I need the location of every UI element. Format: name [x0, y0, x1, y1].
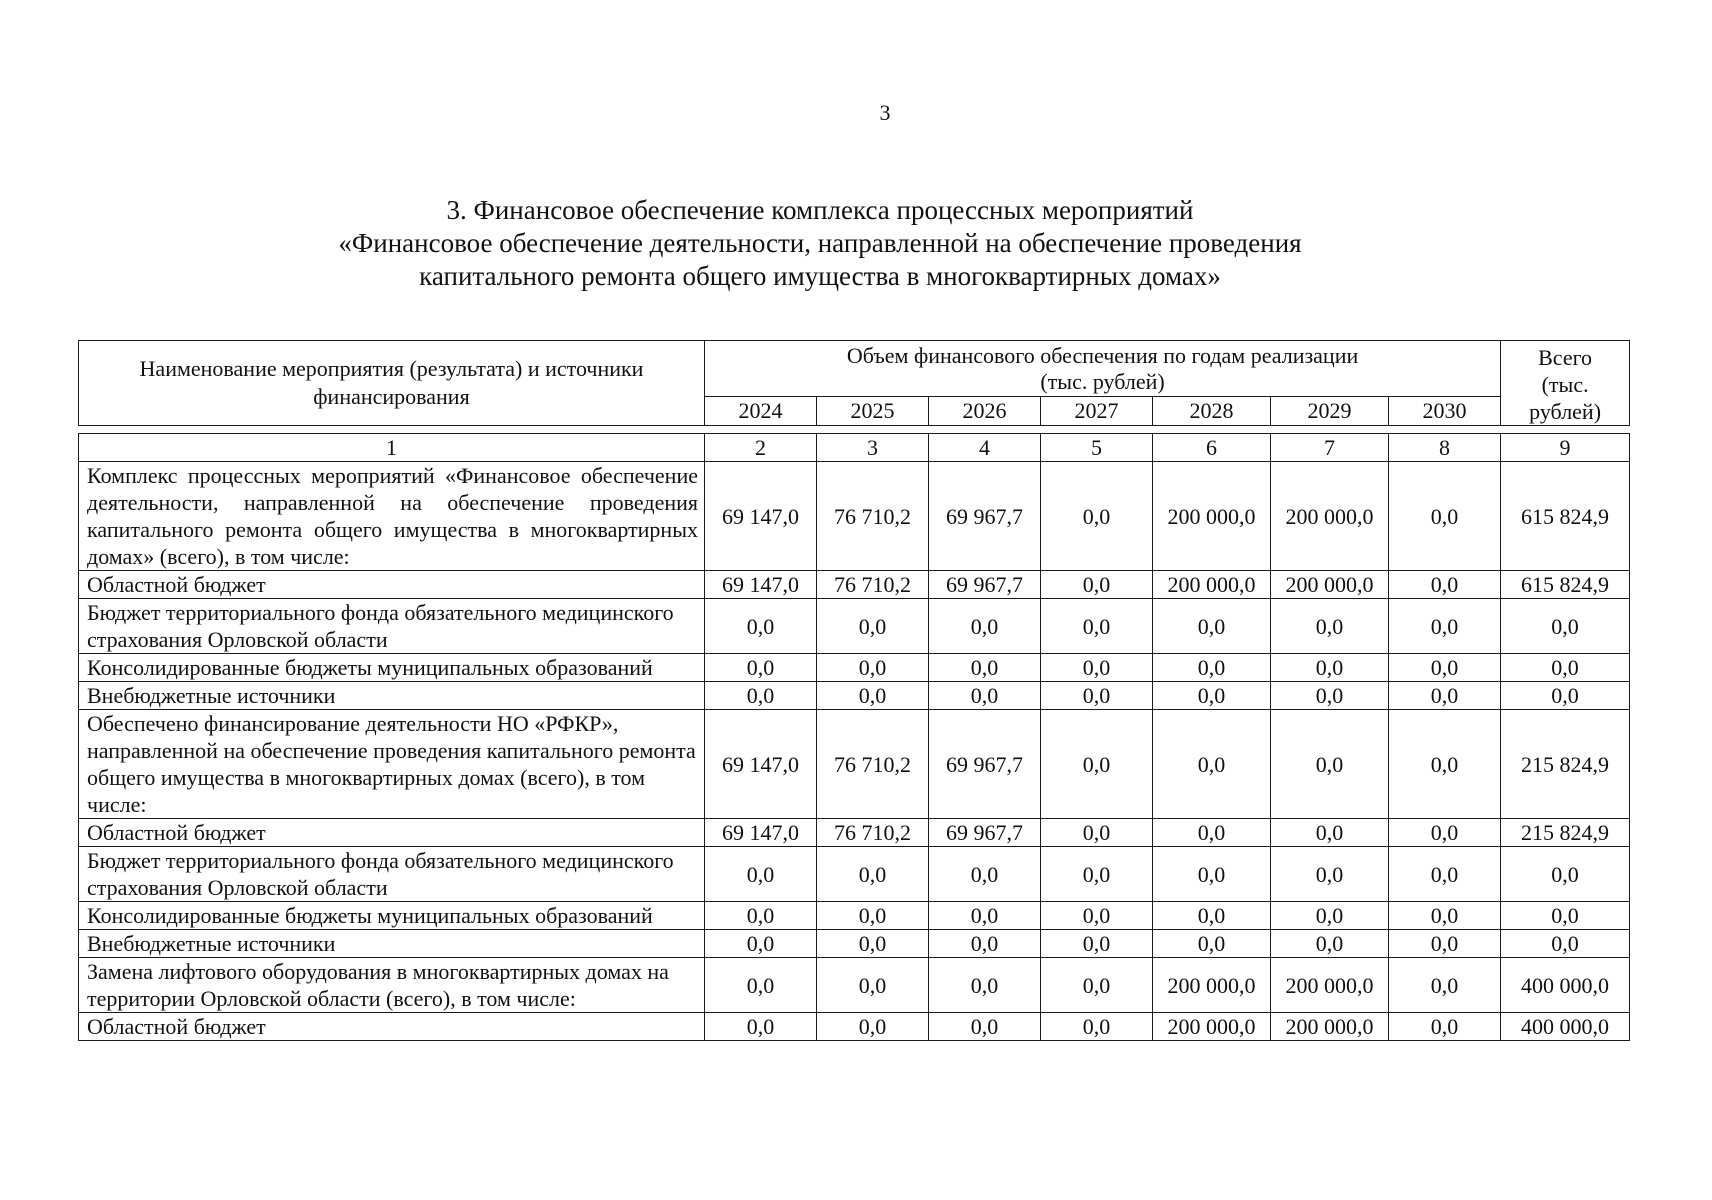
row-value: 0,0: [705, 902, 817, 930]
row-total: 400 000,0: [1501, 958, 1630, 1013]
row-value: 0,0: [1153, 710, 1271, 819]
row-value: 200 000,0: [1153, 1013, 1271, 1041]
row-value: 0,0: [1389, 958, 1501, 1013]
table-row: [79, 654, 1630, 682]
table-row: [79, 958, 1630, 1013]
header-year: 2027: [1041, 396, 1153, 425]
row-value: 0,0: [705, 599, 817, 654]
row-value: 0,0: [1041, 930, 1153, 958]
row-value: 69 147,0: [705, 462, 817, 571]
document-title: [200, 194, 1440, 293]
row-value: 0,0: [705, 847, 817, 902]
row-value: 0,0: [817, 654, 929, 682]
row-value: 0,0: [817, 599, 929, 654]
title-line: 3. Финансовое обеспечение комплекса процессных мероприятий: [446, 195, 1194, 225]
row-value: 200 000,0: [1271, 1013, 1389, 1041]
row-value: 0,0: [1389, 902, 1501, 930]
row-name: Бюджет территориального фонда обязательного медицинского страхования Орловской области: [79, 847, 705, 902]
row-value: 69 967,7: [929, 571, 1041, 599]
row-value: 0,0: [929, 1013, 1041, 1041]
row-value: 69 967,7: [929, 819, 1041, 847]
row-value: 0,0: [1389, 654, 1501, 682]
row-total: 0,0: [1501, 847, 1630, 902]
row-name: Областной бюджет: [79, 571, 705, 599]
column-number: 4: [929, 434, 1041, 462]
row-total: 0,0: [1501, 902, 1630, 930]
row-value: 0,0: [1271, 710, 1389, 819]
header-year: 2026: [929, 396, 1041, 425]
table-row: [79, 902, 1630, 930]
row-total: 0,0: [1501, 599, 1630, 654]
row-value: 0,0: [1271, 599, 1389, 654]
row-value: 76 710,2: [817, 710, 929, 819]
row-total: 615 824,9: [1501, 462, 1630, 571]
row-total: 0,0: [1501, 930, 1630, 958]
row-value: 76 710,2: [817, 819, 929, 847]
row-value: 69 967,7: [929, 462, 1041, 571]
header-volume-line: Объем финансового обеспечения по годам реализации: [846, 343, 1359, 368]
table-row: [79, 462, 1630, 571]
row-value: 0,0: [929, 930, 1041, 958]
row-value: 69 147,0: [705, 819, 817, 847]
row-total: 215 824,9: [1501, 710, 1630, 819]
column-number: 6: [1153, 434, 1271, 462]
table-header: [78, 340, 1630, 426]
row-value: 0,0: [705, 1013, 817, 1041]
row-value: 0,0: [705, 958, 817, 1013]
row-value: 0,0: [1041, 571, 1153, 599]
header-total-line: (тыс.: [1541, 372, 1589, 397]
row-value: 0,0: [1389, 710, 1501, 819]
row-name: Бюджет территориального фонда обязательного медицинского страхования Орловской области: [79, 599, 705, 654]
row-name: Внебюджетные источники: [79, 682, 705, 710]
header-year: 2029: [1271, 396, 1389, 425]
row-value: 0,0: [1271, 847, 1389, 902]
row-value: 0,0: [1041, 902, 1153, 930]
column-number: 3: [817, 434, 929, 462]
row-value: 0,0: [1389, 930, 1501, 958]
row-value: 0,0: [817, 930, 929, 958]
row-value: 0,0: [817, 902, 929, 930]
row-name: Замена лифтового оборудования в многоквартирных домах на территории Орловской области (всего), в том числе:: [79, 958, 705, 1013]
row-name: Комплекс процессных мероприятий «Финансовое обеспечение деятельности, направленной на обеспечение проведения капитального ремонта общего имущества в многоквартирных домах» (всего), в том числе:: [79, 462, 705, 571]
table-row: [79, 819, 1630, 847]
column-number: 2: [705, 434, 817, 462]
column-number: 7: [1271, 434, 1389, 462]
row-value: 0,0: [1153, 599, 1271, 654]
row-total: 215 824,9: [1501, 819, 1630, 847]
row-value: 0,0: [1041, 654, 1153, 682]
title-line: «Финансовое обеспечение деятельности, направленной на обеспечение проведения: [338, 228, 1302, 258]
row-value: 0,0: [1271, 819, 1389, 847]
row-value: 0,0: [929, 682, 1041, 710]
row-total: 400 000,0: [1501, 1013, 1630, 1041]
row-name: Областной бюджет: [79, 1013, 705, 1041]
header-name: Наименование мероприятия (результата) и источники финансирования: [79, 341, 705, 426]
row-value: 0,0: [1153, 682, 1271, 710]
row-value: 69 967,7: [929, 710, 1041, 819]
row-total: 615 824,9: [1501, 571, 1630, 599]
page-number: 3: [879, 100, 891, 125]
header-volume-unit: (тыс. рублей): [1040, 369, 1165, 394]
column-number: 9: [1501, 434, 1630, 462]
row-value: 0,0: [1153, 819, 1271, 847]
row-name: Консолидированные бюджеты муниципальных образований: [79, 654, 705, 682]
column-number: 8: [1389, 434, 1501, 462]
row-value: 0,0: [1271, 682, 1389, 710]
title-line: капитального ремонта общего имущества в многоквартирных домах»: [419, 261, 1221, 291]
row-value: 0,0: [705, 930, 817, 958]
header-total: [1501, 341, 1630, 426]
header-year: 2030: [1389, 396, 1501, 425]
header-year: 2025: [817, 396, 929, 425]
column-number: 5: [1041, 434, 1153, 462]
row-value: 0,0: [1041, 1013, 1153, 1041]
row-value: 200 000,0: [1271, 462, 1389, 571]
row-value: 0,0: [1041, 682, 1153, 710]
row-value: 0,0: [1271, 902, 1389, 930]
header-total-line: Всего: [1538, 345, 1593, 370]
row-name: Областной бюджет: [79, 819, 705, 847]
row-value: 0,0: [1153, 654, 1271, 682]
table-row: [79, 682, 1630, 710]
row-value: 0,0: [1389, 571, 1501, 599]
table-row: [79, 571, 1630, 599]
row-value: 0,0: [705, 682, 817, 710]
row-value: 0,0: [1389, 462, 1501, 571]
row-value: 0,0: [929, 902, 1041, 930]
header-year: 2024: [705, 396, 817, 425]
row-value: 0,0: [1041, 462, 1153, 571]
row-value: 200 000,0: [1153, 462, 1271, 571]
header-volume: [705, 341, 1501, 397]
table-row: [79, 847, 1630, 902]
row-value: 76 710,2: [817, 462, 929, 571]
row-value: 0,0: [1389, 819, 1501, 847]
row-value: 200 000,0: [1271, 571, 1389, 599]
row-value: 0,0: [1271, 654, 1389, 682]
column-number: 1: [79, 434, 705, 462]
row-value: 0,0: [817, 682, 929, 710]
header-total-line: рублей): [1529, 399, 1602, 424]
row-name: Внебюджетные источники: [79, 930, 705, 958]
financing-table: [78, 433, 1630, 1041]
row-value: 69 147,0: [705, 571, 817, 599]
row-value: 0,0: [1153, 930, 1271, 958]
table-row: [79, 930, 1630, 958]
row-value: 0,0: [1041, 819, 1153, 847]
column-number-row: [79, 434, 1630, 462]
row-value: 0,0: [929, 958, 1041, 1013]
row-value: 200 000,0: [1153, 958, 1271, 1013]
table-row: [79, 710, 1630, 819]
row-value: 0,0: [1271, 930, 1389, 958]
row-value: 0,0: [1389, 847, 1501, 902]
row-value: 0,0: [1041, 958, 1153, 1013]
row-value: 0,0: [1153, 847, 1271, 902]
row-value: 0,0: [1389, 1013, 1501, 1041]
row-value: 0,0: [929, 599, 1041, 654]
table-row: [79, 1013, 1630, 1041]
row-value: 0,0: [1041, 599, 1153, 654]
row-value: 0,0: [1041, 847, 1153, 902]
row-value: 0,0: [929, 654, 1041, 682]
row-value: 0,0: [1389, 599, 1501, 654]
header-year: 2028: [1153, 396, 1271, 425]
row-value: 0,0: [1041, 710, 1153, 819]
row-value: 76 710,2: [817, 571, 929, 599]
row-value: 0,0: [705, 654, 817, 682]
row-value: 0,0: [817, 847, 929, 902]
row-name: Консолидированные бюджеты муниципальных образований: [79, 902, 705, 930]
row-value: 0,0: [817, 1013, 929, 1041]
row-value: 0,0: [817, 958, 929, 1013]
row-value: 200 000,0: [1271, 958, 1389, 1013]
table-row: [79, 599, 1630, 654]
row-total: 0,0: [1501, 654, 1630, 682]
row-value: 200 000,0: [1153, 571, 1271, 599]
row-name: Обеспечено финансирование деятельности НО «РФКР», направленной на обеспечение проведения капитального ремонта общего имущества в многоквартирных домах (всего), в том числе:: [79, 710, 705, 819]
row-total: 0,0: [1501, 682, 1630, 710]
row-value: 69 147,0: [705, 710, 817, 819]
row-value: 0,0: [1389, 682, 1501, 710]
row-value: 0,0: [1153, 902, 1271, 930]
row-value: 0,0: [929, 847, 1041, 902]
